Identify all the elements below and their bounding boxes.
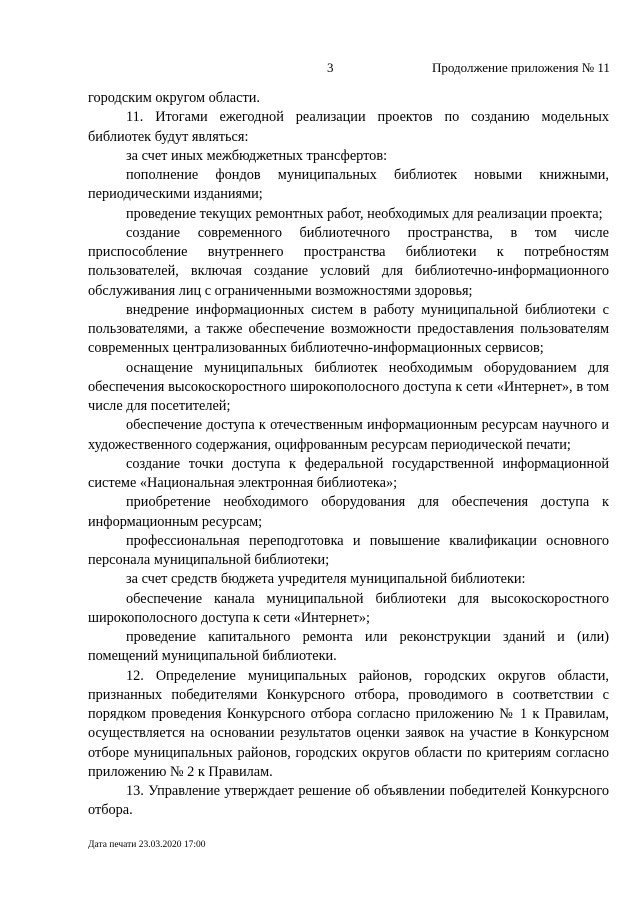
paragraph-equipment-internet: оснащение муниципальных библиотек необходимым оборудованием для обеспечения высокоскоростного широкополосного доступа к сети «Интернет», в том числе для посетителей; (88, 359, 609, 414)
paragraph-item-12: 12. Определение муниципальных районов, городских округов области, признанных победителями Конкурсного отбора, проводимого в соответствии с порядком проведения Конкурсного отбора согласно приложению № 1 к Правилам, осуществляется на основании результатов оценки заявок на участие в Конкурсном отборе муниципальных районов, городских округов области по критериям согласно приложению № 2 к Правилам. (88, 667, 609, 780)
paragraph-founder-budget: за счет средств бюджета учредителя муниципальной библиотеки: (126, 571, 526, 588)
paragraph-fund-replenishment: пополнение фондов муниципальных библиотек новыми книжными, периодическими изданиями; (88, 167, 609, 203)
paragraph-library-space: создание современного библиотечного пространства, в том числе приспособление внутреннего пространства библиотеки к потребностям пользователей, включая создание условий для библиотечно-информационного обслуживания лиц с ограниченными возможностями здоровья; (88, 224, 609, 299)
appendix-continuation-note: Продолжение приложения № 11 (432, 60, 610, 75)
print-date: Дата печати 23.03.2020 17:00 (88, 840, 206, 850)
page-number: 3 (327, 60, 334, 75)
paragraph-repair-works: проведение текущих ремонтных работ, необходимых для реализации проекта; (126, 205, 603, 222)
paragraph-internet-channel: обеспечение канала муниципальной библиотеки для высокоскоростного широкополосного доступа к сети «Интернет»; (88, 590, 609, 626)
paragraph-info-systems: внедрение информационных систем в работу муниципальной библиотеки с пользователями, а также обеспечение возможности предоставления пользователям современных централизованных библиотечно-информационных сервисов; (88, 301, 609, 357)
paragraph-item-11: 11. Итогами ежегодной реализации проектов по созданию модельных библиотек будут являться: (88, 109, 609, 145)
paragraph-resource-access: обеспечение доступа к отечественным информационным ресурсам научного и художественного содержания, оцифрованным ресурсам периодической печати; (88, 417, 609, 453)
paragraph-funding-transfers: за счет иных межбюджетных трансфертов: (126, 147, 388, 164)
paragraph-capital-repair: проведение капитального ремонта или реконструкции зданий и (или) помещений муниципальной библиотеки. (88, 629, 609, 665)
paragraph-item-13: 13. Управление утверждает решение об объявлении победителей Конкурсного отбора. (88, 783, 609, 819)
paragraph-continuation: городским округом области. (88, 90, 260, 106)
paragraph-staff-training: профессиональная переподготовка и повышение квалификации основного персонала муниципальной библиотеки; (88, 532, 609, 568)
paragraph-neb-access-point: создание точки доступа к федеральной государственной информационной системе «Национальная электронная библиотека»; (88, 455, 609, 491)
document-body (88, 89, 609, 821)
paragraph-equipment-purchase: приобретение необходимого оборудования для обеспечения доступа к информационным ресурсам; (88, 494, 609, 530)
